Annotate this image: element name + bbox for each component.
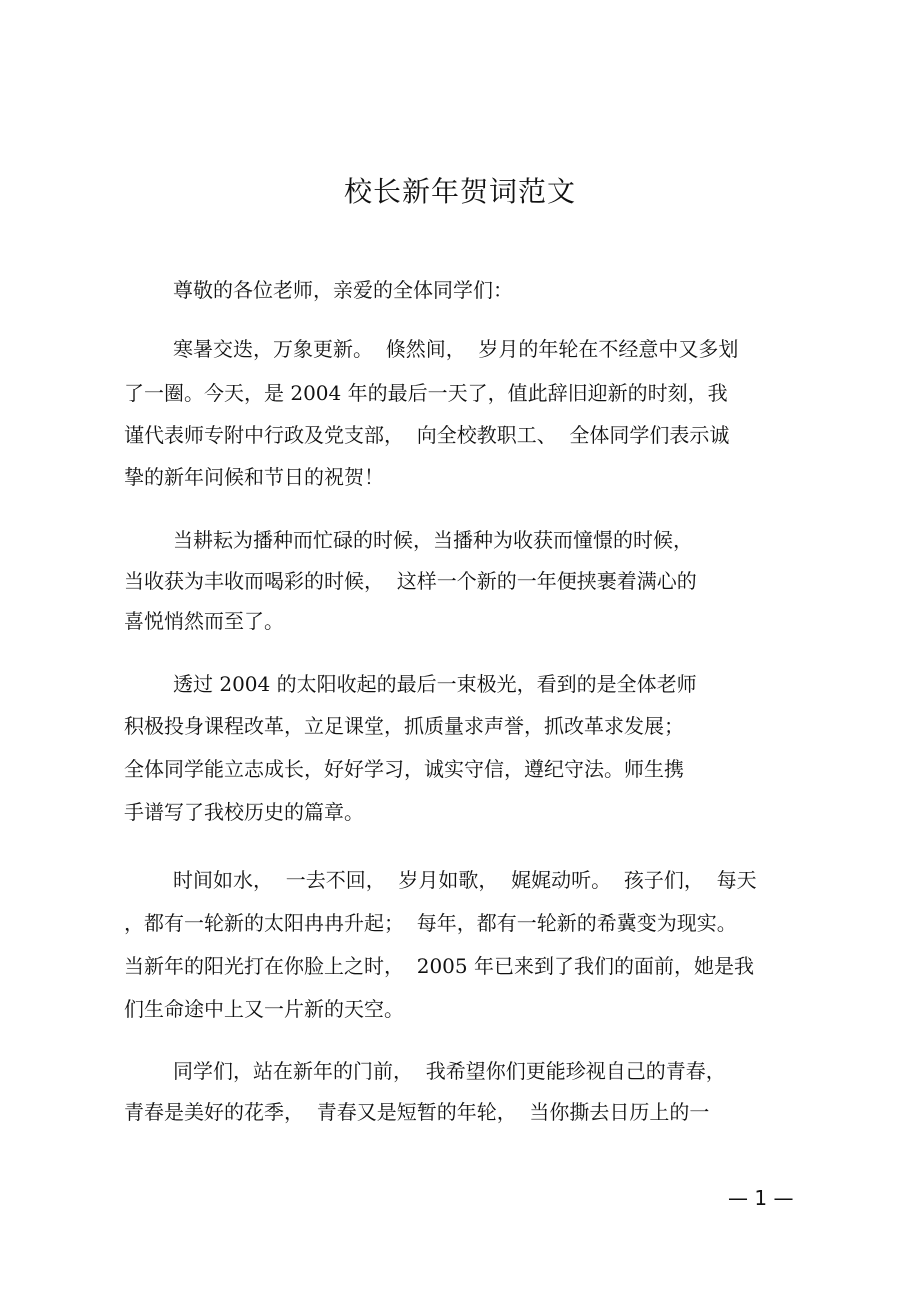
paragraph-2-line-1: 当耕耘为播种而忙碌的时候，当播种为收获而憧憬的时候， — [173, 528, 693, 552]
greeting-line: 尊敬的各位老师，亲爱的全体同学们： — [173, 278, 513, 302]
paragraph-4-line-3: 当新年的阳光打在你脸上之时， 2005 年已来到了我们的面前，她是我 — [124, 954, 754, 978]
paragraph-3-line-1: 透过 2004 的太阳收起的最后一束极光，看到的是全体老师 — [173, 672, 697, 696]
page-number: — 1 — — [728, 1186, 794, 1210]
paragraph-1-line-3: 谨代表师专附中行政及党支部， 向全校教职工、 全体同学们表示诚 — [124, 423, 730, 447]
paragraph-4-line-1: 时间如水， 一去不回， 岁月如歌， 娓娓动听。 孩子们， 每天 — [173, 868, 757, 892]
paragraph-4-line-4: 们生命途中上又一片新的天空。 — [124, 997, 404, 1021]
paragraph-5-line-2: 青春是美好的花季， 青春又是短暂的年轮， 当你撕去日历上的一 — [124, 1100, 710, 1124]
paragraph-2-line-2: 当收获为丰收而喝彩的时候， 这样一个新的一年便挟裹着满心的 — [124, 569, 697, 593]
paragraph-3-line-3: 全体同学能立志成长，好好学习，诚实守信，遵纪守法。师生携 — [124, 757, 684, 781]
paragraph-1-line-2: 了一圈。今天，是 2004 年的最后一天了，值此辞旧迎新的时刻，我 — [124, 381, 728, 405]
paragraph-3-line-4: 手谱写了我校历史的篇章。 — [124, 800, 364, 824]
paragraph-1-line-1: 寒暑交迭，万象更新。 倏然间， 岁月的年轮在不经意中又多划 — [173, 337, 739, 361]
paragraph-4-line-2: ，都有一轮新的太阳冉冉升起； 每年，都有一轮新的希冀变为现实。 — [124, 911, 737, 935]
paragraph-1-line-4: 挚的新年问候和节日的祝贺！ — [124, 465, 384, 489]
paragraph-5-line-1: 同学们，站在新年的门前， 我希望你们更能珍视自己的青春， — [173, 1059, 726, 1083]
paragraph-3-line-2: 积极投身课程改革，立足课堂，抓质量求声誉，抓改革求发展； — [124, 714, 684, 738]
paragraph-2-line-3: 喜悦悄然而至了。 — [124, 609, 284, 633]
document-title: 校长新年贺词范文 — [343, 175, 576, 208]
